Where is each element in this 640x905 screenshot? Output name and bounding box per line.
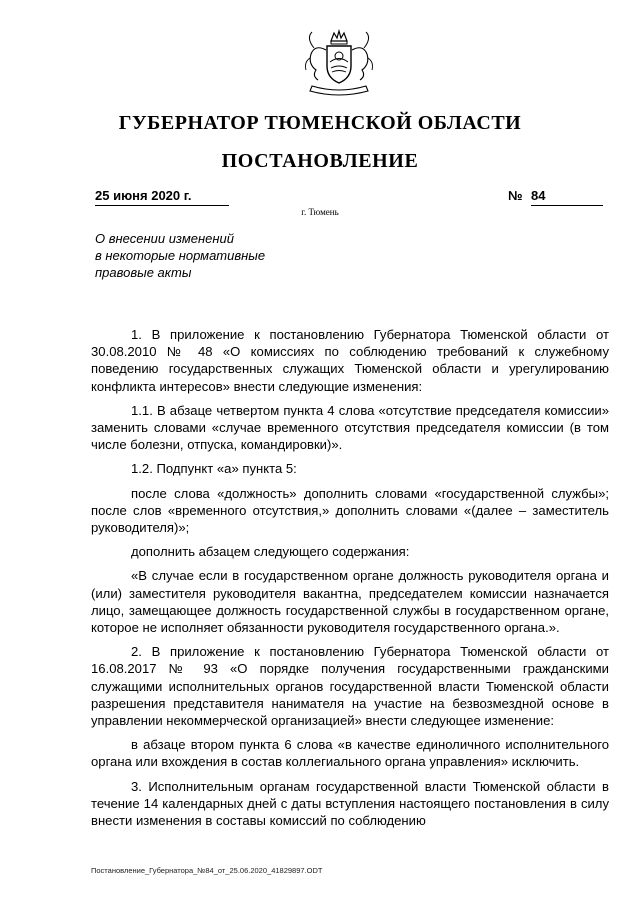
body-paragraph: 1.2. Подпункт «а» пункта 5:: [131, 461, 297, 477]
document-body: [91, 326, 609, 836]
subject-line: в некоторые нормативные: [95, 248, 266, 263]
document-number: 84: [531, 188, 603, 206]
coat-of-arms-emblem: [300, 28, 378, 100]
subject-line: правовые акты: [95, 265, 192, 280]
body-paragraph: после слова «должность» дополнить словами «государственной службы»; после слов «временного отсутствия,» дополнить словами «(далее – заместитель руководителя)»;: [91, 485, 609, 536]
subject-line: О внесении изменений: [95, 231, 234, 246]
document-subject: [95, 230, 325, 281]
body-paragraph: в абзаце втором пункта 6 слова «в качестве единоличного исполнительного органа или вхождения в состав коллегиального органа управления» исключить.: [91, 737, 609, 770]
document-date: 25 июня 2020 г.: [95, 188, 229, 206]
document-city: г. Тюмень: [301, 207, 339, 217]
file-name-footer: Постановление_Губернатора_№84_от_25.06.2020_41829897.ODT: [91, 866, 323, 875]
body-paragraph: 2. В приложение к постановлению Губернатора Тюменской области от 16.08.2017 № 93 «О порядке получения государственными гражданскими служащими исполнительных органов государственной власти Тюменской области разрешения представителя нанимателя на участие на безвозмездной основе в управлении некоммерческой организацией» внести следующее изменение:: [91, 644, 609, 729]
body-paragraph: 1. В приложение к постановлению Губернатора Тюменской области от 30.08.2010 № 48 «О комиссиях по соблюдению требований к служебному поведению государственных служащих Тюменской области и урегулированию конфликта интересов» внести следующие изменения:: [91, 327, 609, 394]
authority-title: ГУБЕРНАТОР ТЮМЕНСКОЙ ОБЛАСТИ: [118, 112, 522, 134]
body-paragraph: дополнить абзацем следующего содержания:: [131, 544, 410, 560]
body-paragraph: 3. Исполнительным органам государственной власти Тюменской области в течение 14 календарных дней с даты вступления настоящего постановления в силу внести изменения в составы комиссий по соблюдению: [91, 778, 609, 829]
body-paragraph: «В случае если в государственном органе должность руководителя органа и (или) заместителя руководителя вакантна, председателем комиссии назначается лицо, замещающее должность государственной службы в государственном органе, которое не исполняет обязанности руководителя государственного органа.».: [91, 568, 609, 636]
document-number-label: №: [508, 188, 523, 203]
document-type-title: ПОСТАНОВЛЕНИЕ: [221, 150, 419, 172]
body-paragraph: 1.1. В абзаце четвертом пункта 4 слова «отсутствие председателя комиссии» заменить словами «случае временного отсутствия председателя комиссии (в том числе болезни, отпуска, командировки)».: [91, 402, 609, 453]
